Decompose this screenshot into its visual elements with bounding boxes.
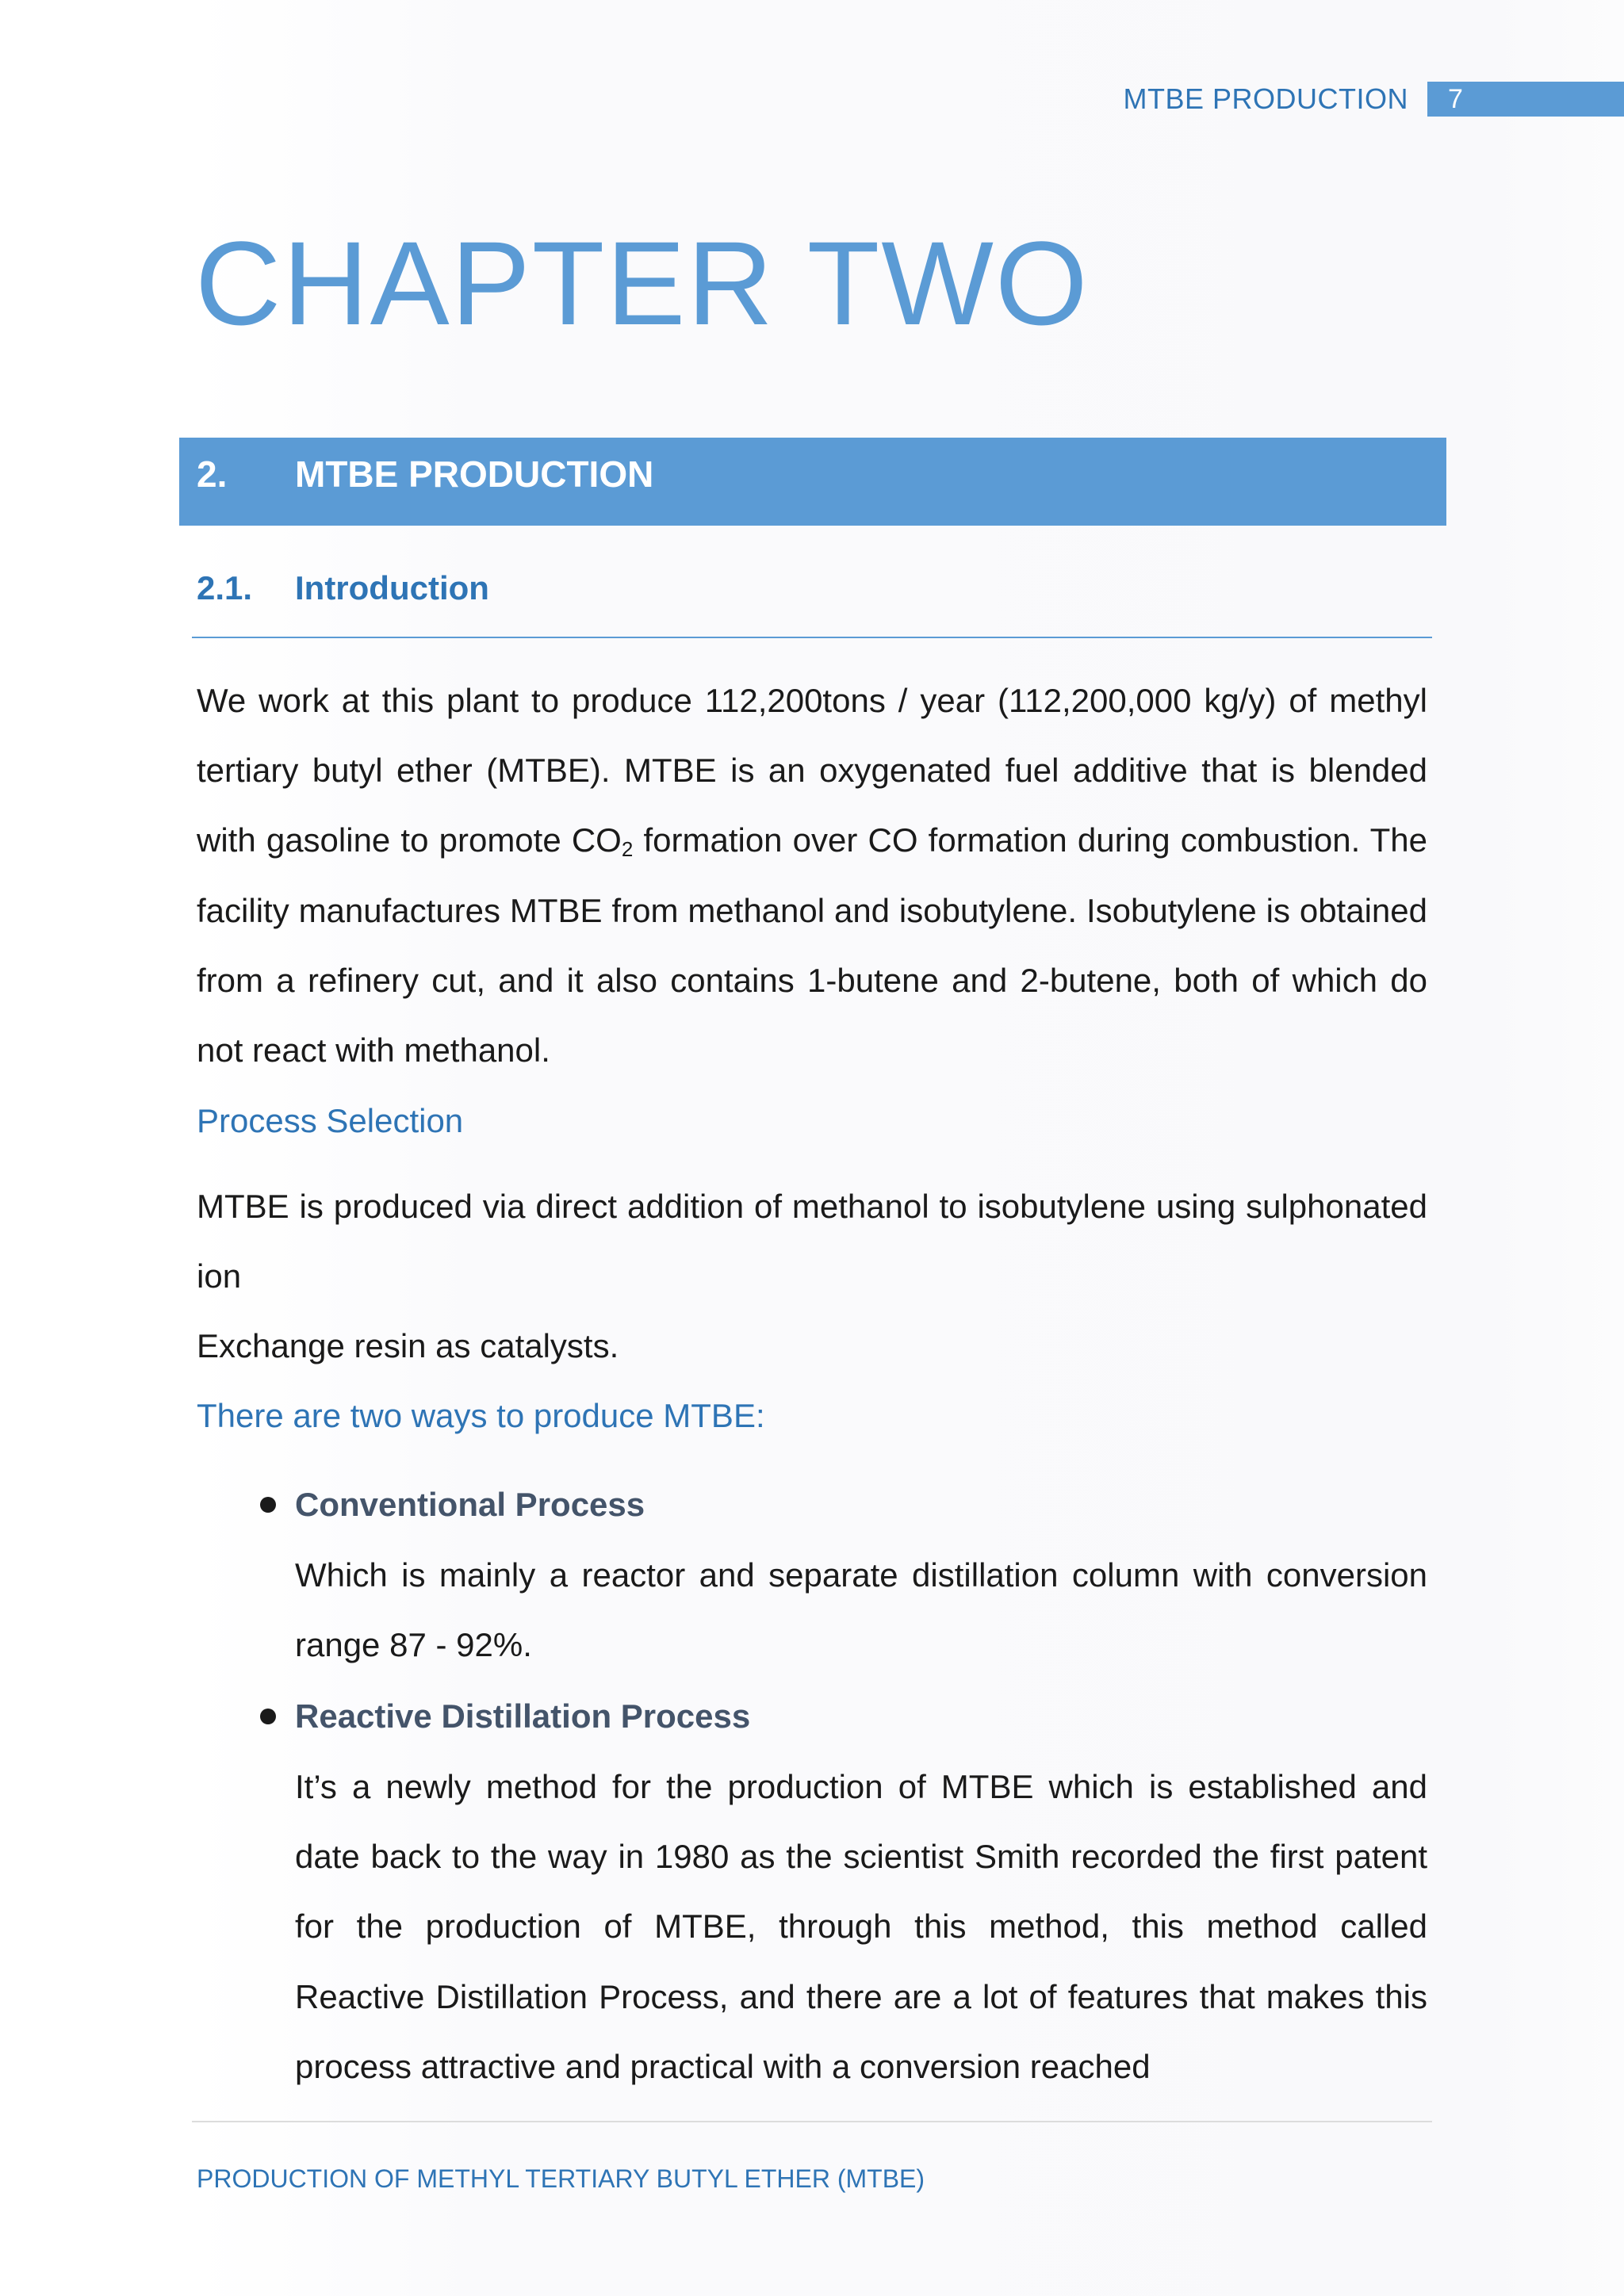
- subsection-title: Introduction: [295, 569, 489, 607]
- intro-text-part2: formation over CO formation during combustion. The facility manufactures MTBE from methanol and isobutylene. Isobutylene is obtained from a refinery cut, and it also contains 1-butene and 2-butene, both of which do not react with methanol.: [197, 821, 1428, 1070]
- running-header-title: MTBE PRODUCTION: [1123, 82, 1408, 115]
- intro-text-part1: We work at this plant to produce 112,200tons / year (112,200,000 kg/y) of methyl tertiary butyl ether (MTBE). MTBE is an oxygenated fuel additive that is blended with gasoline to promote CO: [197, 682, 1427, 859]
- section-number: 2.: [197, 453, 228, 495]
- process-selection-paragraph: MTBE is produced via direct addition of methanol to isobutylene using sulphonated ion: [197, 1188, 1427, 1295]
- footer-divider: [192, 2121, 1432, 2122]
- chapter-title: CHAPTER TWO: [195, 216, 1090, 350]
- subsection-heading: [197, 564, 1434, 612]
- process-selection-heading: Process Selection: [197, 1102, 464, 1139]
- running-footer: PRODUCTION OF METHYL TERTIARY BUTYL ETHER (MTBE): [197, 2164, 925, 2193]
- reactive-distillation-text: It’s a newly method for the production of MTBE which is established and date back to the way in 1980 as the scientist Smith recorded the first patent for the production of MTBE, through this method, this method called Reactive Distillation Process, and there are a lot of features that makes this process attractive and practical with a conversion reached: [295, 1768, 1427, 2085]
- conventional-process-text: Which is mainly a reactor and separate distillation column with conversion range 87 - 92%.: [295, 1556, 1427, 1664]
- co2-subscript: 2: [621, 837, 634, 862]
- subsection-number: 2.1.: [197, 569, 253, 607]
- page-number: 7: [1448, 84, 1463, 114]
- page-number-box: [1427, 82, 1624, 117]
- conventional-process-title: Conventional Process: [295, 1486, 645, 1523]
- intro-paragraph: [197, 666, 1427, 1085]
- process-selection-line2: Exchange resin as catalysts.: [197, 1327, 619, 1364]
- reactive-distillation-title: Reactive Distillation Process: [295, 1697, 751, 1735]
- two-ways-heading: There are two ways to produce MTBE:: [197, 1397, 765, 1434]
- subsection-divider: [192, 637, 1432, 638]
- section-heading: [179, 438, 1446, 526]
- section-title: MTBE PRODUCTION: [295, 453, 654, 495]
- bullet-dot: [260, 1497, 276, 1513]
- bullet-dot: [260, 1709, 276, 1724]
